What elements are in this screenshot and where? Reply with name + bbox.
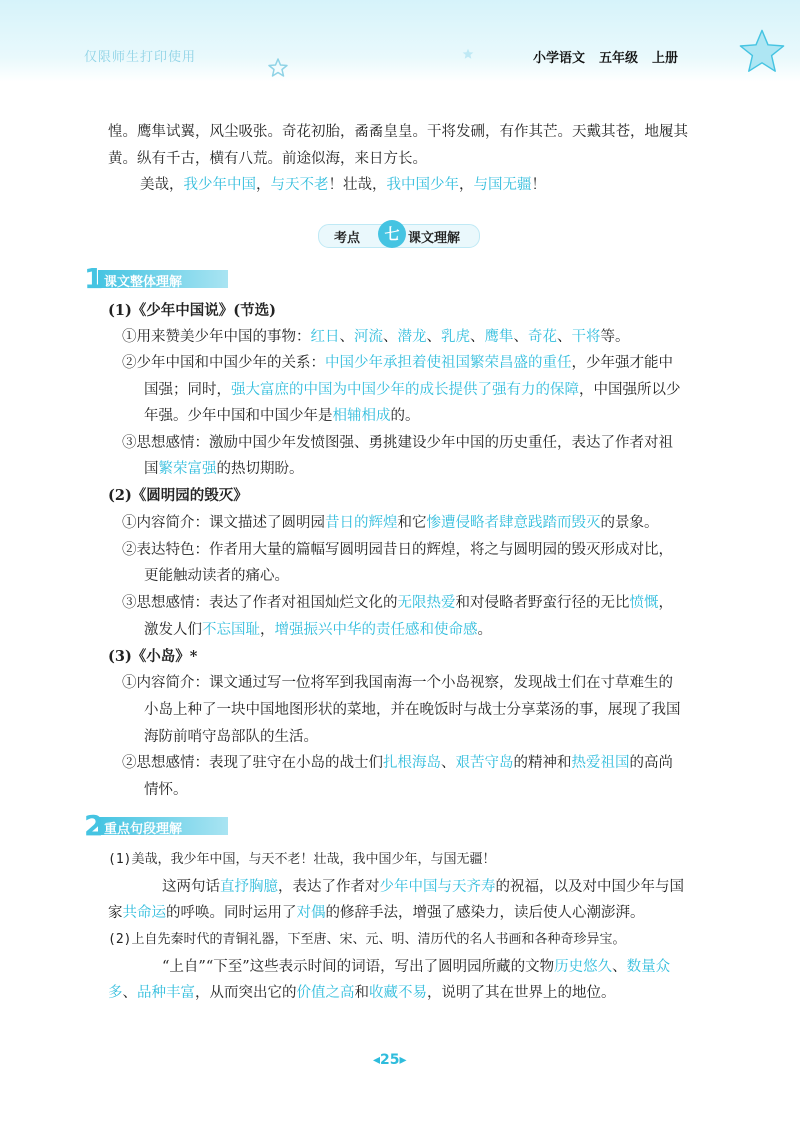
list-item-continued: 国繁荣富强的热切期盼。 bbox=[144, 461, 304, 477]
list-item: ③思想感情：表达了作者对祖国灿烂文化的无限热爱和对侵略者野蛮行径的无比愤慨， bbox=[122, 595, 673, 611]
intro-line-1: 惶。鹰隼试翼，风尘吸张。奇花初胎，矞矞皇皇。干将发硎，有作其芒。天戴其苍，地履其 bbox=[108, 124, 688, 140]
star-icon bbox=[462, 48, 474, 60]
intro-line-2: 黄。纵有千古，横有八荒。前途似海，来日方长。 bbox=[108, 151, 427, 167]
star-icon bbox=[268, 58, 288, 78]
kaodian-label: 考点 bbox=[334, 231, 361, 246]
watermark-text: 仅限师生打印使用 bbox=[84, 50, 197, 65]
quote-sentence: (1)美哉，我少年中国，与天不老！壮哉，我中国少年，与国无疆！ bbox=[108, 852, 496, 867]
quote-sentence: (2)上自先秦时代的青铜礼器，下至唐、宋、元、明、清历代的名人书画和各种奇珍异宝。 bbox=[108, 932, 626, 947]
kaodian-badge bbox=[318, 218, 478, 250]
analysis-line: 这两句话直抒胸臆，表达了作者对少年中国与天齐寿的祝福，以及对中国少年与国 bbox=[162, 879, 684, 895]
item-heading: (2)《圆明园的毁灭》 bbox=[108, 487, 248, 504]
course-info bbox=[533, 47, 692, 66]
section-number: 2 bbox=[84, 809, 104, 842]
kaodian-title: 课文理解 bbox=[408, 231, 461, 246]
section-1-heading bbox=[84, 262, 244, 295]
list-item-continued: 海防前哨守岛部队的生活。 bbox=[144, 729, 318, 745]
list-item-continued: 国强；同时，强大富庶的中国为中国少年的成长提供了强有力的保障，中国强所以少 bbox=[144, 382, 681, 398]
grade-label: 五年级 bbox=[599, 51, 639, 66]
list-item: ①用来赞美少年中国的事物：红日、河流、潜龙、乳虎、鹰隼、奇花、干将等。 bbox=[122, 329, 630, 345]
list-item-continued: 小岛上种了一块中国地图形状的菜地，并在晚饭时与战士分享菜汤的事，展现了我国 bbox=[144, 702, 681, 718]
section-title: 重点句段理解 bbox=[104, 822, 183, 837]
analysis-line: “上自”“下至”这些表示时间的词语，写出了圆明园所藏的文物历史悠久、数量众 bbox=[162, 959, 671, 975]
list-item-continued: 情怀。 bbox=[144, 782, 188, 798]
item-heading: (3)《小岛》* bbox=[108, 648, 198, 665]
item-heading: (1)《少年中国说》(节选) bbox=[108, 302, 277, 319]
subject-label: 小学语文 bbox=[533, 51, 586, 66]
list-item: ②少年中国和中国少年的关系：中国少年承担着使祖国繁荣昌盛的重任，少年强才能中 bbox=[122, 355, 673, 371]
star-icon bbox=[738, 28, 786, 76]
page-header bbox=[0, 0, 800, 82]
section-2-heading bbox=[84, 809, 244, 842]
section-number: 1 bbox=[84, 262, 104, 295]
analysis-line: 多、品种丰富，从而突出它的价值之高和收藏不易，说明了其在世界上的地位。 bbox=[108, 985, 616, 1001]
intro-line-3: 美哉，我少年中国，与天不老！壮哉，我中国少年，与国无疆！ bbox=[140, 177, 546, 193]
section-title: 课文整体理解 bbox=[104, 275, 183, 290]
list-item: ①内容简介：课文通过写一位将军到我国南海一个小岛视察，发现战士们在寸草难生的 bbox=[122, 675, 673, 691]
list-item-continued: 更能触动读者的痛心。 bbox=[144, 568, 289, 584]
page-number: ◂25▸ bbox=[373, 1052, 407, 1068]
right-ornament-icon: ▸ bbox=[399, 1052, 407, 1068]
left-ornament-icon: ◂ bbox=[373, 1052, 381, 1068]
kaodian-number: 七 bbox=[378, 220, 406, 248]
list-item-continued: 年强。少年中国和中国少年是相辅相成的。 bbox=[144, 408, 420, 424]
list-item: ③思想感情：激励中国少年发愤图强、勇挑建设少年中国的历史重任，表达了作者对祖 bbox=[122, 435, 673, 451]
analysis-line: 家共命运的呼唤。同时运用了对偶的修辞手法，增强了感染力，读后使人心潮澎湃。 bbox=[108, 905, 645, 921]
list-item: ②思想感情：表现了驻守在小岛的战士们扎根海岛、艰苦守岛的精神和热爱祖国的高尚 bbox=[122, 755, 673, 771]
volume-label: 上册 bbox=[652, 51, 679, 66]
list-item: ②表达特色：作者用大量的篇幅写圆明园昔日的辉煌，将之与圆明园的毁灭形成对比， bbox=[122, 542, 673, 558]
list-item: ①内容简介：课文描述了圆明园昔日的辉煌和它惨遭侵略者肆意践踏而毁灭的景象。 bbox=[122, 515, 659, 531]
list-item-continued: 激发人们不忘国耻，增强振兴中华的责任感和使命感。 bbox=[144, 622, 492, 638]
